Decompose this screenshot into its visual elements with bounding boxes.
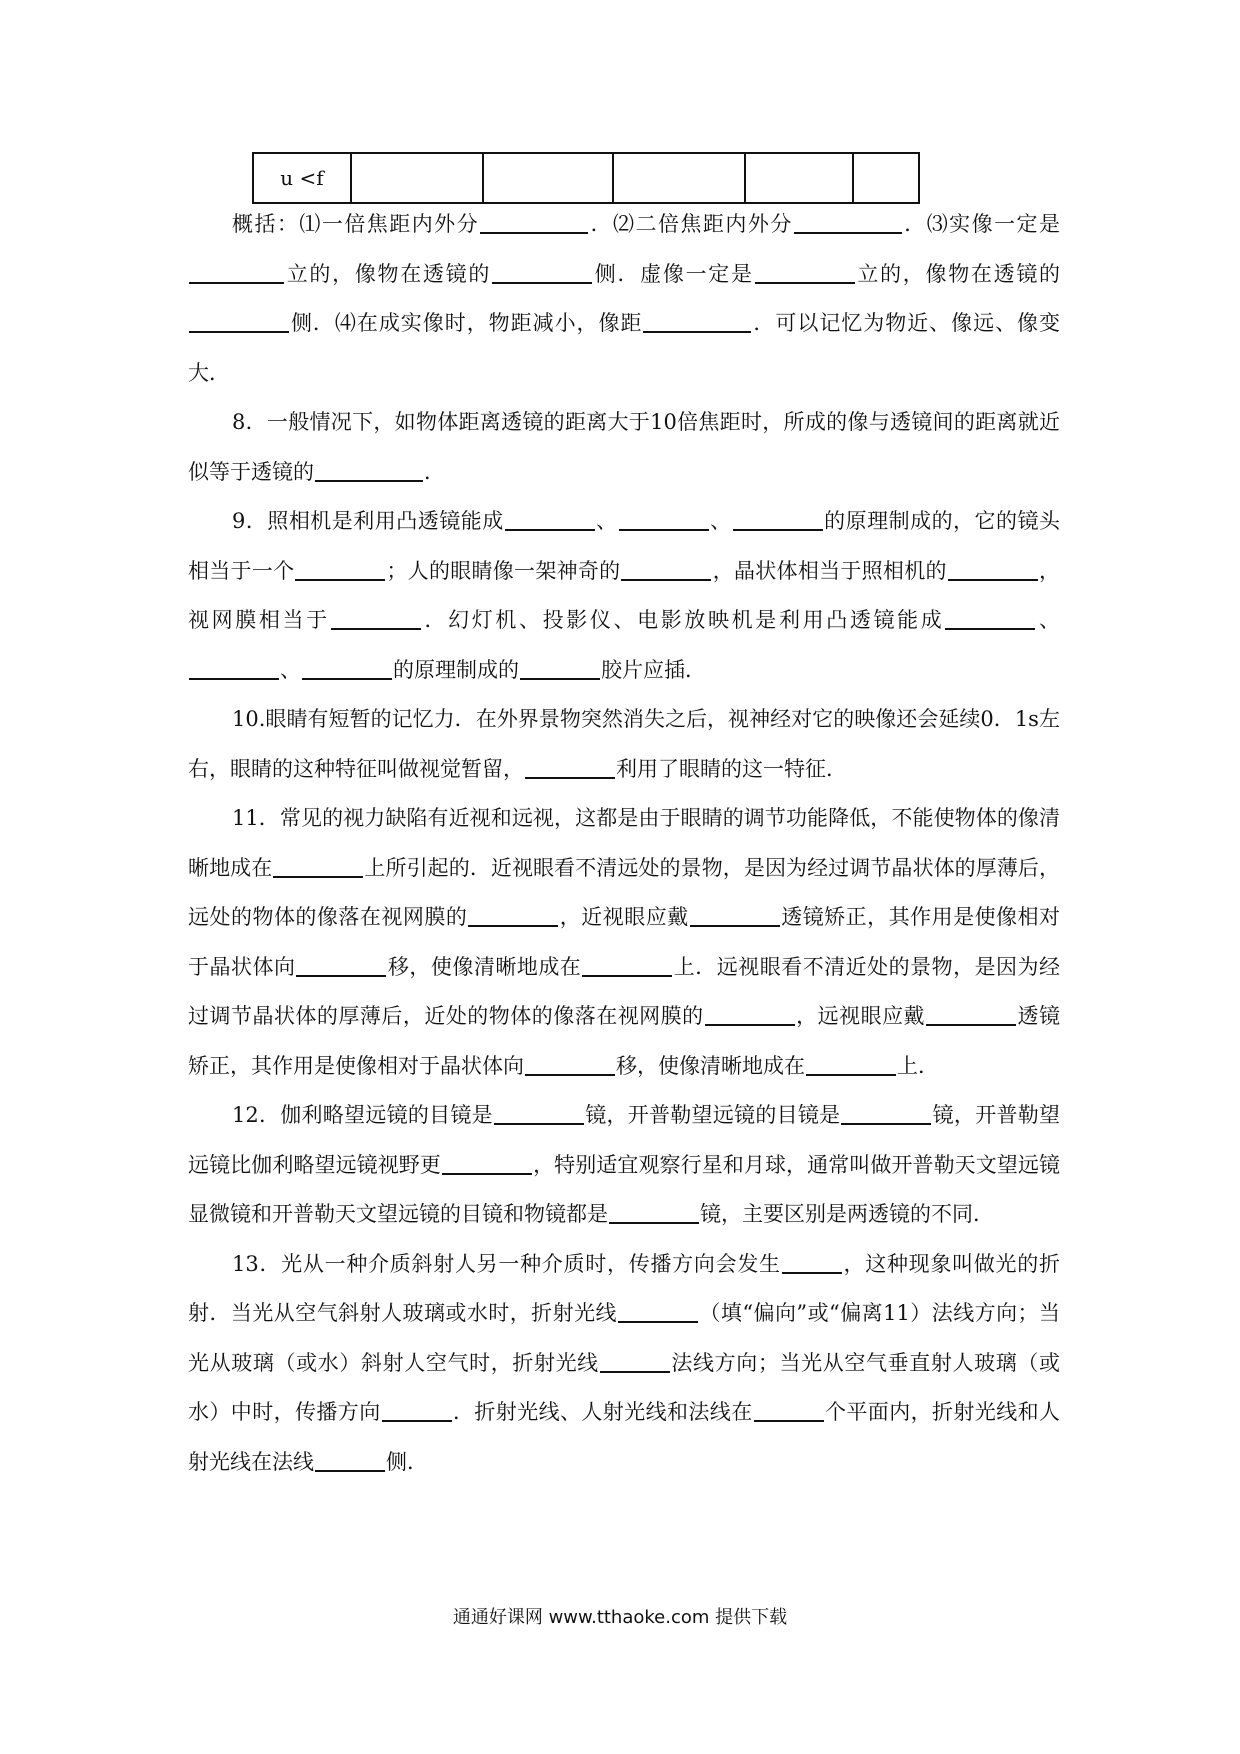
table-row [253,153,919,203]
answer-blank[interactable] [609,1200,699,1224]
table-cell [745,153,853,203]
answer-blank[interactable] [315,1448,385,1472]
answer-blank[interactable] [705,1002,795,1026]
lens-table [252,152,920,204]
answer-blank[interactable] [189,260,284,284]
question-12: 12．伽利略望远镜的目镜是 镜，开普勒望远镜的目镜是 镜，开普勒望远镜比伽利略望远镜视野更 ，特别适宜观察行星和月球，通常叫做开普勒天文望远镜显微镜和开普勒天文望远镜的目镜和物镜都是 镜，主要区别是两透镜的不同． [188,1103,1061,1226]
table-cell [483,153,613,203]
answer-blank[interactable] [841,1101,931,1125]
answer-blank[interactable] [754,1398,824,1422]
question-11: 11．常见的视力缺陷有近视和远视，这都是由于眼睛的调节功能降低，不能使物体的像清晰地成在 上所引起的．近视眼看不清远处的景物，是因为经过调节晶状体的厚薄后，远处的物体的像落在视网膜的 ，近视眼应戴 透镜矫正，其作用是使像相对于晶状体向 移，使像清晰地成在 上．远视眼看不清近处的景物，是因为经过调节晶状体的厚薄后，近处的物体的像落在视网膜的 ，远视眼应戴 透镜矫正，其作用是使像相对于晶状体向 移，使像清晰地成在 上． [188,806,1061,1078]
answer-blank[interactable] [690,903,780,927]
answer-blank[interactable] [189,309,289,333]
table-cell-label: u <f [253,153,351,203]
table-cell [853,153,919,203]
answer-blank[interactable] [806,1052,896,1076]
worksheet-body [188,200,1060,1487]
answer-blank[interactable] [948,557,1038,581]
table-cell [613,153,745,203]
answer-blank[interactable] [520,656,600,680]
answer-blank[interactable] [621,557,711,581]
answer-blank[interactable] [296,953,386,977]
answer-blank[interactable] [494,1101,584,1125]
answer-blank[interactable] [782,1250,842,1274]
answer-blank[interactable] [926,1002,1016,1026]
question-8: 8．一般情况下，如物体距离透镜的距离大于10倍焦距时，所成的像与透镜间的距离就近似等于透镜的 ． [188,410,1060,484]
answer-blank[interactable] [315,458,423,482]
answer-blank[interactable] [331,606,421,630]
page-footer: 通通好课网 www.tthaoke.com 提供下载 [452,1607,788,1628]
answer-blank[interactable] [480,210,588,234]
answer-blank[interactable] [733,507,823,531]
answer-blank[interactable] [582,953,672,977]
summary-paragraph: 概括：⑴一倍焦距内外分 ．⑵二倍焦距内外分 ．⑶实像一定是立的，像物在透镜的 侧．虚像一定是 立的，像物在透镜的侧．⑷在成实像时，物距减小，像距 ．可以记忆为物近、像远、像变大． [188,212,1061,385]
answer-blank[interactable] [382,1398,452,1422]
answer-blank[interactable] [945,606,1035,630]
answer-blank[interactable] [189,656,279,680]
question-9: 9．照相机是利用凸透镜能成 、 、 的原理制成的，它的镜头相当于一个 ；人的眼睛像一架神奇的 ，晶状体相当于照相机的 ，视网膜相当于 ．幻灯机、投影仪、电影放映机是利用凸透镜能成 、、 的原理制成的 胶片应插． [188,509,1061,682]
answer-blank[interactable] [643,309,751,333]
answer-blank[interactable] [600,1349,670,1373]
question-13: 13．光从一种介质斜射人另一种介质时，传播方向会发生 ，这种现象叫做光的折射．当光从空气斜射人玻璃或水时，折射光线 （填“偏向”或“偏离11）法线方向；当光从玻璃（或水）斜射人空气时，折射光线 法线方向；当光从空气垂直射人玻璃（或水）中时，传播方向 ．折射光线、人射光线和法线在 个平面内，折射光线和人射光线在法线 侧． [188,1251,1061,1474]
answer-blank[interactable] [755,260,855,284]
answer-blank[interactable] [302,656,392,680]
answer-blank[interactable] [794,210,902,234]
answer-blank[interactable] [468,903,558,927]
answer-blank[interactable] [295,557,385,581]
answer-blank[interactable] [505,507,595,531]
answer-blank[interactable] [618,1299,698,1323]
answer-blank[interactable] [273,854,363,878]
answer-blank[interactable] [525,1052,615,1076]
answer-blank[interactable] [619,507,709,531]
question-10: 10.眼睛有短暂的记忆力．在外界景物突然消失之后，视神经对它的映像还会延续0．1s左右，眼睛的这种特征叫做视觉暂留， 利用了眼睛的这一特征． [188,707,1060,781]
answer-blank[interactable] [492,260,592,284]
answer-blank[interactable] [525,755,615,779]
table-cell [351,153,483,203]
answer-blank[interactable] [442,1151,532,1175]
